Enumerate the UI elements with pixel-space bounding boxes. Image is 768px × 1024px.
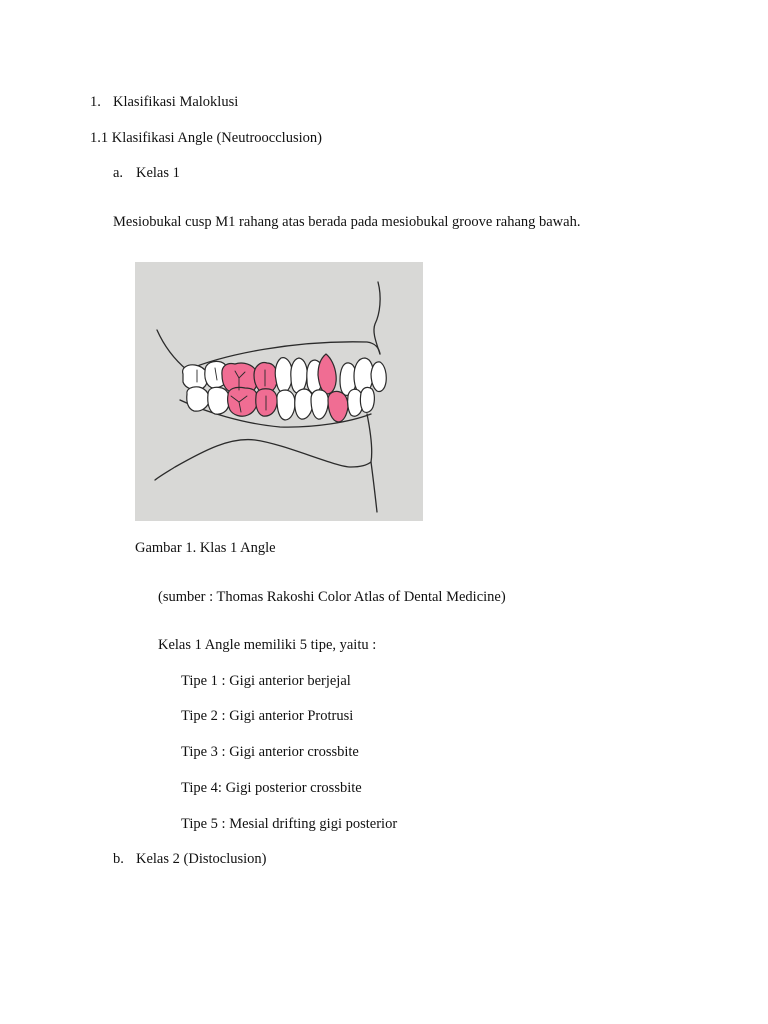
figure-caption: Gambar 1. Klas 1 Angle: [135, 540, 276, 556]
type-item-3: Tipe 3 : Gigi anterior crossbite: [181, 744, 359, 760]
subsection-heading: 1.1 Klasifikasi Angle (Neutroocclusion): [90, 130, 322, 146]
lower-incisor-central: [360, 387, 374, 412]
upper-canine-highlight: [318, 354, 336, 394]
neck-line: [371, 462, 377, 512]
list-marker: a.: [113, 165, 124, 181]
dental-occlusion-illustration: [135, 262, 423, 521]
lower-premolar-1: [277, 390, 295, 420]
section-number: 1.: [90, 94, 101, 110]
section-title: Klasifikasi Maloklusi: [113, 94, 239, 110]
figure-source: (sumber : Thomas Rakoshi Color Atlas of Dental Medicine): [158, 589, 506, 605]
upper-molar-3: [183, 365, 208, 390]
lower-premolar-2-highlight: [256, 389, 277, 416]
lower-canine-highlight: [328, 391, 348, 422]
upper-premolar-1: [275, 358, 292, 393]
lower-molar-3: [187, 387, 209, 411]
upper-canine-left: [291, 358, 307, 393]
type-item-2: Tipe 2 : Gigi anterior Protrusi: [181, 708, 354, 724]
list-marker: b.: [113, 851, 124, 867]
dental-occlusion-figure: [135, 262, 423, 521]
lower-molar-2: [208, 387, 229, 414]
lower-canine: [295, 389, 313, 419]
section-heading: [90, 93, 238, 111]
jaw-profile-line: [155, 414, 372, 480]
types-intro: Kelas 1 Angle memiliki 5 tipe, yaitu :: [158, 637, 377, 653]
lower-molar-1-highlight: [228, 387, 258, 416]
list-item-label: Kelas 1: [136, 165, 180, 181]
upper-incisor-front: [371, 362, 386, 392]
list-item-b: [113, 850, 266, 868]
list-item-label: Kelas 2 (Distoclusion): [136, 851, 267, 867]
description-paragraph: Mesiobukal cusp M1 rahang atas berada pada mesiobukal groove rahang bawah.: [113, 214, 581, 230]
type-item-5: Tipe 5 : Mesial drifting gigi posterior: [181, 816, 398, 832]
type-item-1: Tipe 1 : Gigi anterior berjejal: [181, 673, 351, 689]
type-item-4: Tipe 4: Gigi posterior crossbite: [181, 780, 362, 796]
face-profile-line: [374, 282, 380, 354]
lower-premolar-3: [311, 390, 328, 419]
list-item-a: [113, 164, 180, 182]
